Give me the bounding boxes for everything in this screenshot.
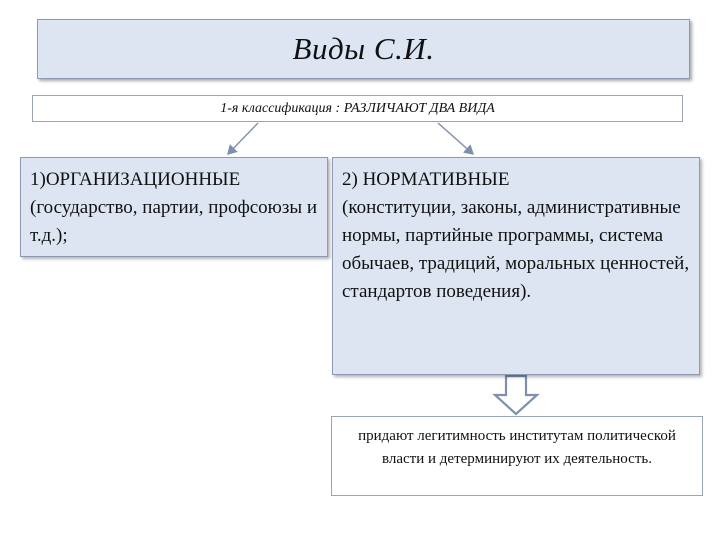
normative-description: (конституции, законы, административные нормы, партийные программы, система обычаев, традиций, моральных ценностей, стандартов поведения). [342,197,690,302]
title-box [37,19,690,79]
down-block-arrow [495,376,537,414]
normative-box [332,157,700,375]
arrow-to-normative [438,123,473,154]
organizational-description: (государство, партии, профсоюзы и т.д.); [30,197,318,246]
arrow-to-organizational [228,123,258,154]
result-box [331,416,703,496]
organizational-heading: 1)ОРГАНИЗАЦИОННЫЕ [30,169,241,190]
classification-label: 1-я классификация : РАЗЛИЧАЮТ ДВА ВИДА [220,100,495,116]
classification-box [32,95,683,122]
organizational-box [20,157,328,257]
normative-heading: 2) НОРМАТИВНЫЕ [342,169,510,190]
diagram-title: Виды С.И. [292,31,435,66]
result-text: придают легитимность институтам политической власти и детерминируют их деятельность. [358,428,676,467]
